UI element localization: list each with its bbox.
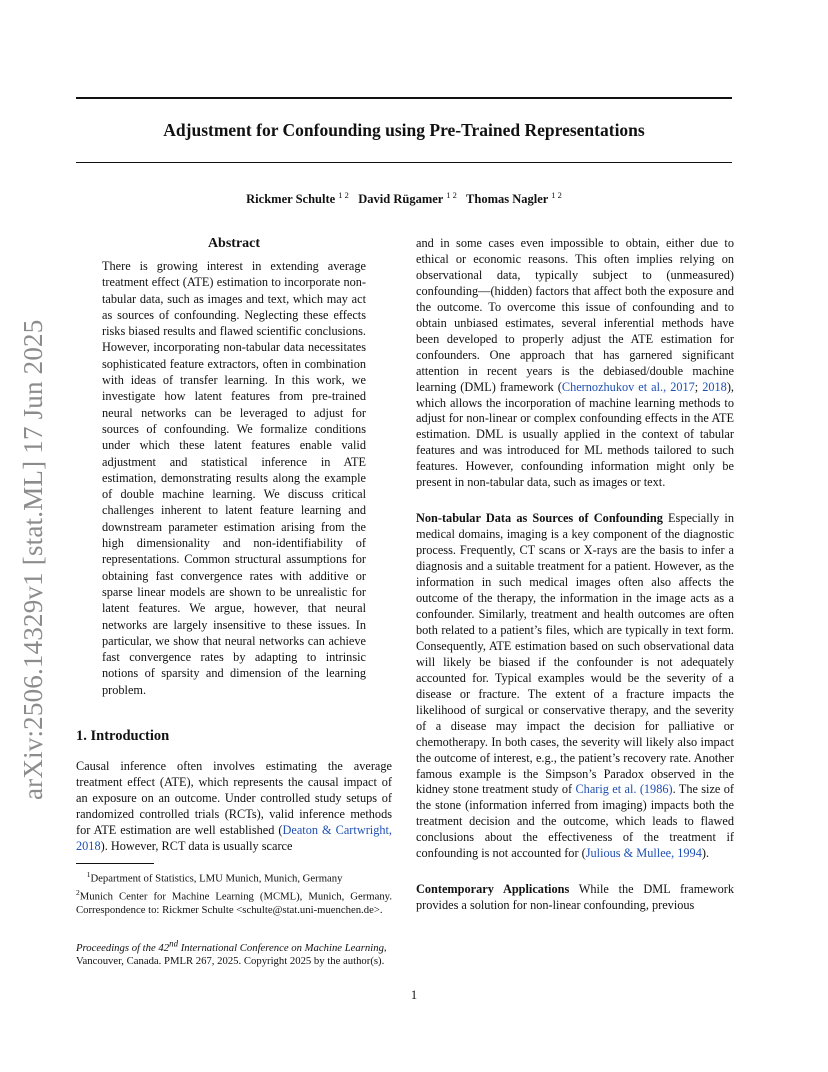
abstract-text: There is growing interest in extending average treatment effect (ATE) estimation to incorporate non-tabular data, such as images and text, which may act as sources of confounding. Neglecting these effects risks biased results and flawed scientific conclusions. However, incorporating non-tabular data necessitates sophisticated feature extractors, often in combination with ideas of transfer learning. In this work, we investigate how latent features from pre-trained neural networks can be leveraged to adjust for sources of confounding. We formalize conditions under which these latent features enable valid adjustment and statistical inference in ATE estimation, demonstrating results along the example of double machine learning. We discuss critical challenges inherent to latent feature learning and downstream parameter estimation arising from the high dimensionality and non-identifiability of representations. Common structural assumptions for obtaining fast convergence rates with additive or sparse linear models are shown to be unrealistic for latent features. We argue, however, that neural networks are largely insensitive to these issues. In particular, we show that neural networks can achieve fast convergence rates by adapting to intrinsic notions of sparsity and dimension of the learning problem. <box>102 259 366 697</box>
contemporary-applications-paragraph <box>416 882 734 914</box>
paper-title: Adjustment for Confounding using Pre-Trained Representations <box>163 120 645 140</box>
proceedings-prefix: Proceedings of the <box>76 941 159 954</box>
author-name: Thomas Nagler <box>466 192 549 207</box>
non-tabular-paragraph <box>416 511 734 862</box>
footnote-affiliation-1 <box>76 868 392 886</box>
proceedings-venue: International Conference on Machine Learning <box>178 941 384 954</box>
citation-link[interactable]: Chernozhukov et al., 2017 <box>561 379 695 394</box>
body-text: ). <box>701 846 710 861</box>
intro-text: Causal inference often involves estimating the average treatment effect (ATE), which represents the causal impact of an exposure on an outcome. Under controlled study setups of randomized controlled trials (RCTs), valid inference methods for ATE estimation are well established ( <box>76 759 392 837</box>
author-affiliation: 1 2 <box>446 190 457 200</box>
body-text: Especially in medical domains, imaging is a key component of the diagnostic process. Frequently, CT scans or X-rays are the basis to infer a diagnosis and a suitable treatment for a patient. However, as the information in such medical images often also affects the outcome of the therapy, the information in the image acts as a confounder. Similarly, treatment and health outcomes are often both related to a patient’s files, which are typically in text form. Consequently, ATE estimation based on such observational data will likely be biased if the confounder is not adequately accounted for. Typical examples would be the severity of a disease or fracture. The extent of a fracture impacts the likelihood of surgical or conservative therapy, and the severity of a disease may impact the decision for palliative or chemotherapy. In both cases, the severity will likely also impact the outcome of interest, e.g., the patient’s recovery rate. Another famous example is the Simpson’s Paradox observed in the kidney stone treatment study of <box>416 511 734 797</box>
author-list <box>76 190 732 207</box>
arxiv-identifier-stamp: arXiv:2506.14329v1 [stat.ML] 17 Jun 2025 <box>18 319 48 800</box>
proceedings-ordinal: nd <box>169 938 179 949</box>
paragraph-heading: Contemporary Applications <box>416 882 570 897</box>
proceedings-note <box>76 937 392 969</box>
body-text: ; <box>694 379 703 394</box>
citation-link[interactable]: Deaton & Cartwright, 2018 <box>76 822 392 853</box>
left-column <box>76 236 392 969</box>
footnote-mark: 2 <box>76 887 80 897</box>
paragraph-heading: Non-tabular Data as Sources of Confounding <box>416 511 663 526</box>
introduction-paragraph <box>76 759 392 855</box>
body-text: . The size of the stone (information inferred from imaging) impacts both the treatment decision and the outcome, which leads to flawed conclusions about the effectiveness of the treatment if confounding is not accounted for ( <box>416 782 734 861</box>
footnotes <box>76 863 392 918</box>
proceedings-number: 42 <box>158 941 170 954</box>
footnote-text: Munich Center for Machine Learning (MCML), Munich, Germany. Correspondence to: Rickmer Schulte <schulte@stat.uni-muenchen.de>. <box>76 890 392 916</box>
body-text: ), which allows the incorporation of machine learning methods to adjust for non-linear or complex confounding effects in the ATE estimation. DML is usually applied in the context of tabular features and was introduced for ML methods tailored to such features. However, confounding information might only be present in non-tabular data, such as images or text. <box>416 379 734 490</box>
body-text: and in some cases even impossible to obtain, either due to ethical or economic reasons. This often implies relying on observational data, typically subject to (unmeasured) confounding—(hidden) factors that affect both the exposure and the outcome. To overcome this issue of confounding and to obtain unbiased estimates, several inferential methods have been developed to properly adjust the ATE estimation for confounders. One approach that has garnered significant attention in recent years is the debiased/double machine learning (DML) framework ( <box>416 236 734 394</box>
author-name: David Rügamer <box>358 192 444 207</box>
footnote-text: Department of Statistics, LMU Munich, Munich, Germany <box>90 872 343 885</box>
author-affiliation: 1 2 <box>551 190 562 200</box>
right-column <box>416 236 734 914</box>
page-number: 1 <box>410 988 418 1002</box>
intro-text: ). However, RCT data is usually scarce <box>100 838 293 853</box>
author-affiliation: 1 2 <box>338 190 349 200</box>
title-rule-top <box>76 97 732 99</box>
proceedings-suffix: , Vancouver, Canada. PMLR 267, 2025. Copyright 2025 by the author(s). <box>76 941 387 968</box>
body-text: While the DML framework provides a solution for non-linear confounding, previous <box>416 882 734 913</box>
footnote-mark: 1 <box>86 869 91 879</box>
abstract-heading: Abstract <box>207 236 261 251</box>
footnote-affiliation-2 <box>76 886 392 918</box>
intro-continuation-paragraph <box>416 236 734 491</box>
footnote-rule <box>76 863 154 864</box>
introduction-heading: 1. Introduction <box>76 728 170 745</box>
citation-link[interactable]: 2018 <box>702 379 727 394</box>
author-name: Rickmer Schulte <box>246 192 336 207</box>
citation-link[interactable]: Charig et al. (1986) <box>575 782 673 797</box>
title-rule-bottom <box>76 162 732 163</box>
citation-link[interactable]: Julious & Mullee, 1994 <box>585 846 702 861</box>
